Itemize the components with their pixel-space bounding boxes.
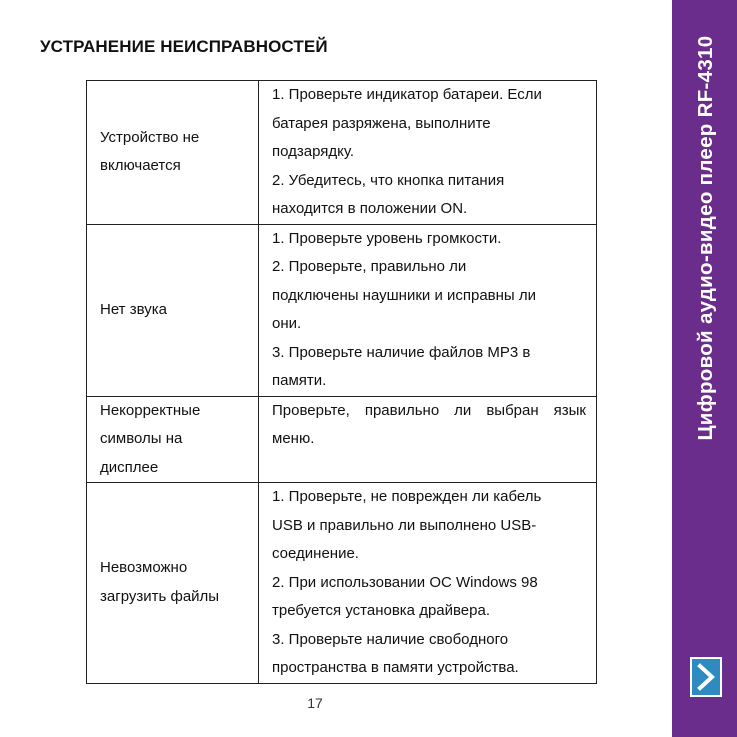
- problem-text: Устройство не: [100, 128, 200, 146]
- solution-text: находится в положении ON.: [272, 200, 468, 217]
- solution-text: подзарядку.: [272, 143, 355, 160]
- problem-cell: [87, 483, 259, 684]
- solution-text: 1. Проверьте, не поврежден ли кабель: [272, 488, 542, 505]
- solution-text: 3. Проверьте наличие свободного: [272, 630, 509, 648]
- solution-text: они.: [272, 315, 302, 332]
- solution-text: 2. При использовании ОС Windows 98: [272, 573, 538, 591]
- problem-text: включается: [100, 157, 181, 175]
- solution-text: памяти.: [272, 372, 327, 389]
- solution-text: подключены наушники и исправны ли: [272, 286, 537, 304]
- problem-text: загрузить файлы: [100, 587, 220, 605]
- problem-text: символы на: [100, 430, 183, 447]
- problem-text: Некорректные: [100, 401, 201, 419]
- solution-text: меню.: [272, 430, 315, 447]
- solution-text: требуется установка драйвера.: [272, 602, 490, 619]
- solution-cell: [259, 81, 597, 225]
- solution-text: 1. Проверьте индикатор батареи. Если: [272, 86, 542, 103]
- solution-text: пространства в памяти устройства.: [272, 659, 519, 676]
- solution-text: батарея разряжена, выполните: [272, 114, 491, 132]
- table-row: [87, 81, 597, 225]
- problem-text: дисплее: [100, 458, 159, 476]
- solution-text: 2. Убедитесь, что кнопка питания: [272, 171, 505, 189]
- problem-cell: [87, 396, 259, 483]
- chevron-right-icon: [692, 659, 720, 695]
- page-title: УСТРАНЕНИЕ НЕИСПРАВНОСТЕЙ: [40, 37, 328, 56]
- solution-cell: [259, 396, 597, 483]
- page-number: 17: [307, 695, 323, 711]
- table-row: [87, 224, 597, 396]
- solution-cell: [259, 224, 597, 396]
- solution-text: 2. Проверьте, правильно ли: [272, 258, 467, 275]
- problem-cell: [87, 81, 259, 225]
- problem-text: Нет звука: [100, 300, 167, 318]
- table-row: [87, 483, 597, 684]
- solution-text: 1. Проверьте уровень громкости.: [272, 229, 502, 247]
- next-page-button[interactable]: [690, 657, 722, 697]
- troubleshooting-table: [86, 80, 597, 684]
- table-row: [87, 396, 597, 483]
- solution-cell: [259, 483, 597, 684]
- solution-text: 3. Проверьте наличие файлов MP3 в: [272, 343, 531, 361]
- solution-text: Проверьте, правильно ли выбран язык: [272, 401, 586, 419]
- solution-text: соединение.: [272, 545, 359, 562]
- problem-cell: [87, 224, 259, 396]
- solution-text: USB и правильно ли выполнено USB-: [272, 516, 537, 534]
- sidebar-title: Цифровой аудио-видео плеер RF-4310: [694, 35, 717, 441]
- problem-text: Невозможно: [100, 559, 188, 577]
